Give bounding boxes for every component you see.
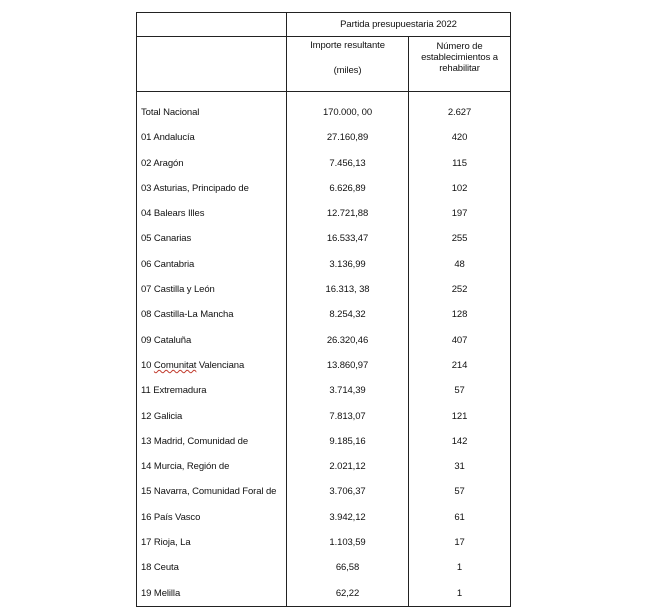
numero-cell: 102 bbox=[451, 182, 468, 194]
importe-cell: 3.136,99 bbox=[329, 258, 366, 270]
region-cell: 19 Melilla bbox=[141, 587, 181, 599]
region-cell: 04 Balears Illes bbox=[141, 208, 205, 220]
region-cell: 02 Aragón bbox=[141, 157, 184, 169]
importe-cell: 13.860,97 bbox=[326, 359, 369, 371]
numero-cell: 1 bbox=[456, 562, 463, 574]
numero-cell: 61 bbox=[454, 511, 465, 523]
region-cell: 08 Castilla-La Mancha bbox=[141, 309, 234, 321]
numero-cell: 17 bbox=[454, 537, 465, 549]
importe-column bbox=[287, 92, 409, 607]
region-cell: 09 Cataluña bbox=[141, 334, 192, 346]
importe-cell: 16.533,47 bbox=[326, 233, 369, 245]
importe-cell: 170.000, 00 bbox=[322, 107, 373, 118]
importe-cell: 26.320,46 bbox=[326, 334, 369, 346]
region-cell: 05 Canarias bbox=[141, 233, 192, 245]
region-cell: 06 Cantabria bbox=[141, 258, 195, 270]
region-cell: 18 Ceuta bbox=[141, 562, 179, 574]
importe-cell: 12.721,88 bbox=[326, 208, 369, 220]
numero-cell: 1 bbox=[456, 587, 463, 599]
numero-header: Número de establecimientos a rehabilitar bbox=[409, 37, 511, 92]
header-row-top bbox=[137, 13, 511, 37]
importe-cell: 7.456,13 bbox=[329, 157, 366, 169]
importe-cell: 16.313, 38 bbox=[325, 284, 370, 296]
importe-cell: 1.103,59 bbox=[329, 537, 366, 549]
empty-header-cell bbox=[137, 37, 287, 92]
importe-cell: 3.942,12 bbox=[329, 511, 366, 523]
region-cell: 15 Navarra, Comunidad Foral de bbox=[141, 486, 277, 498]
importe-cell: 7.813,07 bbox=[329, 410, 366, 422]
body-row bbox=[137, 92, 511, 607]
region-column bbox=[137, 92, 287, 607]
region-cell: 16 País Vasco bbox=[141, 511, 201, 523]
importe-header bbox=[287, 37, 409, 92]
importe-header-units: (miles) bbox=[333, 65, 362, 76]
numero-cell: 142 bbox=[451, 435, 468, 447]
numero-cell: 407 bbox=[451, 334, 468, 346]
header-row-columns bbox=[137, 37, 511, 92]
region-cell: 07 Castilla y León bbox=[141, 284, 215, 296]
numero-cell: 252 bbox=[451, 284, 468, 296]
group-title: Partida presupuestaria 2022 bbox=[287, 13, 511, 37]
region-cell: Total Nacional bbox=[141, 107, 200, 118]
region-cell: 12 Galicia bbox=[141, 410, 183, 422]
numero-cell: 121 bbox=[451, 410, 468, 422]
importe-cell: 9.185,16 bbox=[329, 435, 366, 447]
region-cell: 10 Comunitat Valenciana bbox=[141, 359, 245, 371]
numero-column bbox=[409, 92, 511, 607]
empty-corner-cell bbox=[137, 13, 287, 37]
region-cell: 03 Asturias, Principado de bbox=[141, 182, 249, 194]
numero-cell: 57 bbox=[454, 486, 465, 498]
importe-cell: 3.706,37 bbox=[329, 486, 366, 498]
importe-cell: 27.160,89 bbox=[326, 132, 369, 144]
importe-cell: 8.254,32 bbox=[329, 309, 366, 321]
importe-cell: 6.626,89 bbox=[329, 182, 366, 194]
region-cell: 13 Madrid, Comunidad de bbox=[141, 435, 249, 447]
numero-cell: 115 bbox=[452, 157, 467, 169]
region-cell: 17 Rioja, La bbox=[141, 537, 191, 549]
region-cell: 14 Murcia, Región de bbox=[141, 461, 230, 473]
importe-cell: 66,58 bbox=[335, 562, 360, 574]
importe-cell: 3.714,39 bbox=[329, 385, 366, 397]
importe-cell: 62,22 bbox=[335, 587, 360, 599]
numero-cell: 2.627 bbox=[447, 107, 472, 118]
importe-cell: 2.021,12 bbox=[329, 461, 366, 473]
numero-cell: 57 bbox=[454, 385, 465, 397]
numero-cell: 31 bbox=[454, 461, 465, 473]
region-cell: 01 Andalucía bbox=[141, 132, 195, 144]
numero-cell: 420 bbox=[451, 132, 468, 144]
budget-table bbox=[136, 12, 511, 607]
numero-cell: 255 bbox=[451, 233, 468, 245]
region-cell: 11 Extremadura bbox=[141, 385, 207, 397]
numero-cell: 48 bbox=[454, 258, 465, 270]
numero-cell: 128 bbox=[451, 309, 468, 321]
importe-header-label: Importe resultante bbox=[310, 40, 385, 51]
numero-cell: 214 bbox=[451, 359, 468, 371]
numero-cell: 197 bbox=[451, 208, 468, 220]
